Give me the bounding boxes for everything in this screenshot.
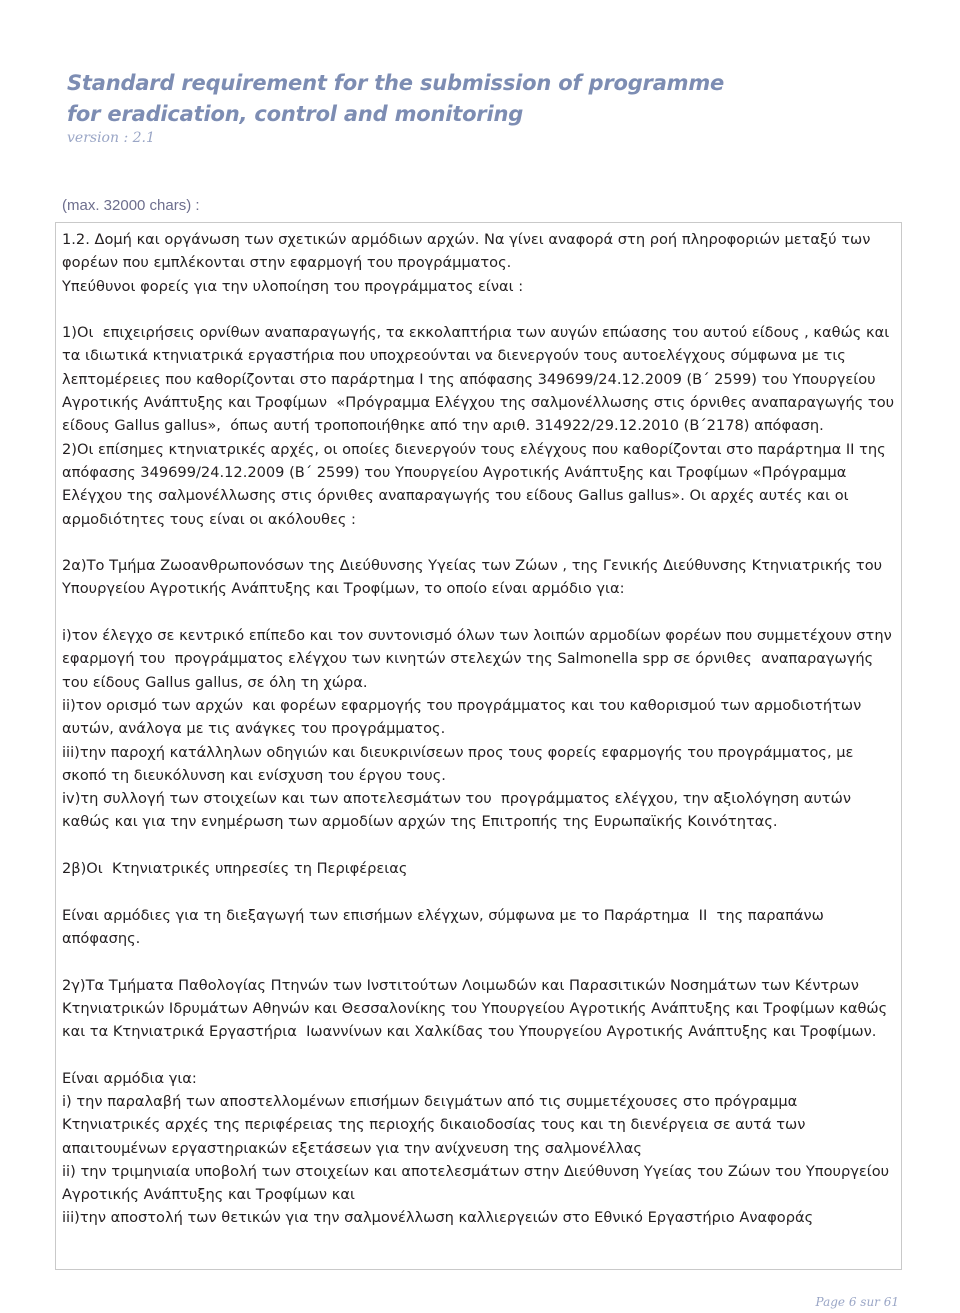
paragraph: ii)τον ορισμό των αρχών και φορέων εφαρμογής του προγράμματος και του καθορισμού των αρμοδιοτήτων αυτών, ανάλογα με τις ανάγκες του προγράμματος.	[62, 696, 871, 738]
paragraph: 2β)Οι Κτηνιατρικές υπηρεσίες τη Περιφέρειας	[62, 860, 408, 878]
version-label: version : 2.1	[67, 130, 155, 146]
blank-line	[62, 950, 895, 973]
page-number: Page 6 sur 61	[815, 1295, 899, 1309]
text-content-box[interactable]	[55, 222, 902, 1270]
blank-line	[62, 834, 895, 857]
paragraph: ii) την τριμηνιαία υποβολή των στοιχείων και αποτελεσμάτων στην Διεύθυνση Υγείας του Ζώων του Υπουργείου Αγροτικής Ανάπτυξης και Τροφίμων και	[62, 1162, 894, 1204]
max-chars-label: (max. 32000 chars) :	[62, 197, 200, 214]
document-title-line-1: Standard requirement for the submission of programme	[67, 71, 725, 95]
paragraph: iv)τη συλλογή των στοιχείων και των αποτελεσμάτων του προγράμματος ελέγχου, την αξιολόγηση αυτών καθώς και για την ενημέρωση των αρμοδίων αρχών της Επιτροπής της Ευρωπαϊκής Κοινότητας.	[62, 790, 856, 831]
blank-line	[62, 880, 895, 903]
paragraph-heading: 1.2. Δομή και οργάνωση των σχετικών αρμόδιων αρχών. Να γίνει αναφορά στη ροή πληροφοριών μεταξύ των φορέων που εμπλέκονται στην εφαρμογή του προγράμματος.	[62, 231, 876, 272]
paragraph: 2)Οι επίσημες κτηνιατρικές αρχές, οι οποίες διενεργούν τους ελέγχους που καθορίζονται στο παράρτημα ΙΙ της απόφασης 349699/24.12.2009 (Β΄ 2599) του Υπουργείου Αγροτικής Ανάπτυξης και Τροφίμων «Πρόγραμμα Ελέγχου της σαλμονέλλωσης στις όρνιθες αναπαραγωγής του είδους Gallus gallus». Οι αρχές αυτές και οι αρμοδιότητες τους είναι οι ακόλουθες :	[62, 440, 891, 528]
document-title-line-2: for eradication, control and monitoring	[67, 102, 524, 126]
document-header	[67, 68, 907, 146]
paragraph: 2γ)Τα Τμήματα Παθολογίας Πτηνών των Ινστιτούτων Λοιμωδών και Παρασιτικών Νοσημάτων των Κέντρων Κτηνιατρικών Ιδρυμάτων Αθηνών και Θεσσαλονίκης του Υπουργείου Αγροτικής Ανάπτυξης και Τροφίμων καθώς και τα Κτηνιατρικά Εργαστήρια Ιωαννίνων και Χαλκίδας του Υπουργείου Αγροτικής Ανάπτυξης και Τροφίμων.	[62, 976, 892, 1041]
paragraph: 1)Οι επιχειρήσεις ορνίθων αναπαραγωγής, τα εκκολαπτήρια των αυγών επώασης του αυτού είδους , καθώς και τα ιδιωτικά κτηνιατρικά εργαστήρια που υποχρεούνται να διενεργούν τους αυτοελέγχους σύμφωνα με τις λεπτομέρειες που καθορίζονται στο παράρτημα Ι της απόφασης 349699/24.12.2009 (Β΄ 2599) του Υπουργείου Αγροτικής Ανάπτυξης και Τροφίμων «Πρόγραμμα Ελέγχου της σαλμονέλλωσης στις όρνιθες αναπαραγωγής του είδους Gallus gallus», όπως αυτή τροποποιήθηκε από την αριθ. 314922/29.12.2010 (Β΄2178) απόφαση.	[62, 324, 899, 435]
paragraph: Υπεύθυνοι φορείς για την υλοποίηση του προγράμματος είναι :	[62, 277, 524, 295]
paragraph: iii)την αποστολή των θετικών για την σαλμονέλλωση καλλιεργειών στο Εθνικό Εργαστήριο Αναφοράς	[62, 1209, 814, 1227]
blank-line	[62, 601, 895, 624]
paragraph: i) την παραλαβή των αποστελλομένων επισήμων δειγμάτων από τις συμμετέχουσες στο πρόγραμμα Κτηνιατρικές αρχές της περιφέρειας της περιοχής δικαιοδοσίας τους και τη διενέργεια σε αυτά των απαιτουμένων εργαστηριακών εξετάσεων για την ανίχνευση της σαλμονέλλας	[62, 1092, 811, 1157]
paragraph: iii)την παροχή κατάλληλων οδηγιών και διευκρινίσεων προς τους φορείς εφαρμογής του προγράμματος, με σκοπό τη διευκόλυνση και ενίσχυση του έργου τους.	[62, 743, 859, 784]
paragraph: i)τον έλεγχο σε κεντρικό επίπεδο και τον συντονισμό όλων των λοιπών αρμοδίων φορέων που συμμετέχουν στην εφαρμογή του προγράμματος ελέγχου των κινητών στελεχών της Salmonella spp σε όρνιθες αναπαραγωγής του είδους Gallus gallus, σε όλη τη χώρα.	[62, 627, 897, 691]
blank-line	[62, 298, 895, 321]
paragraph: Είναι αρμόδια για:	[62, 1069, 197, 1087]
paragraph: Είναι αρμόδιες για τη διεξαγωγή των επισήμων ελέγχων, σύμφωνα με το Παράρτημα ΙΙ της παραπάνω απόφασης.	[62, 906, 829, 947]
text-content	[56, 223, 901, 1230]
blank-line	[62, 1043, 895, 1066]
paragraph: 2α)Το Τμήμα Ζωοανθρωπονόσων της Διεύθυνσης Υγείας των Ζώων , της Γενικής Διεύθυνσης Κτηνιατρικής του Υπουργείου Αγροτικής Ανάπτυξης και Τροφίμων, το οποίο είναι αρμόδιο για:	[62, 557, 887, 598]
blank-line	[62, 531, 895, 554]
